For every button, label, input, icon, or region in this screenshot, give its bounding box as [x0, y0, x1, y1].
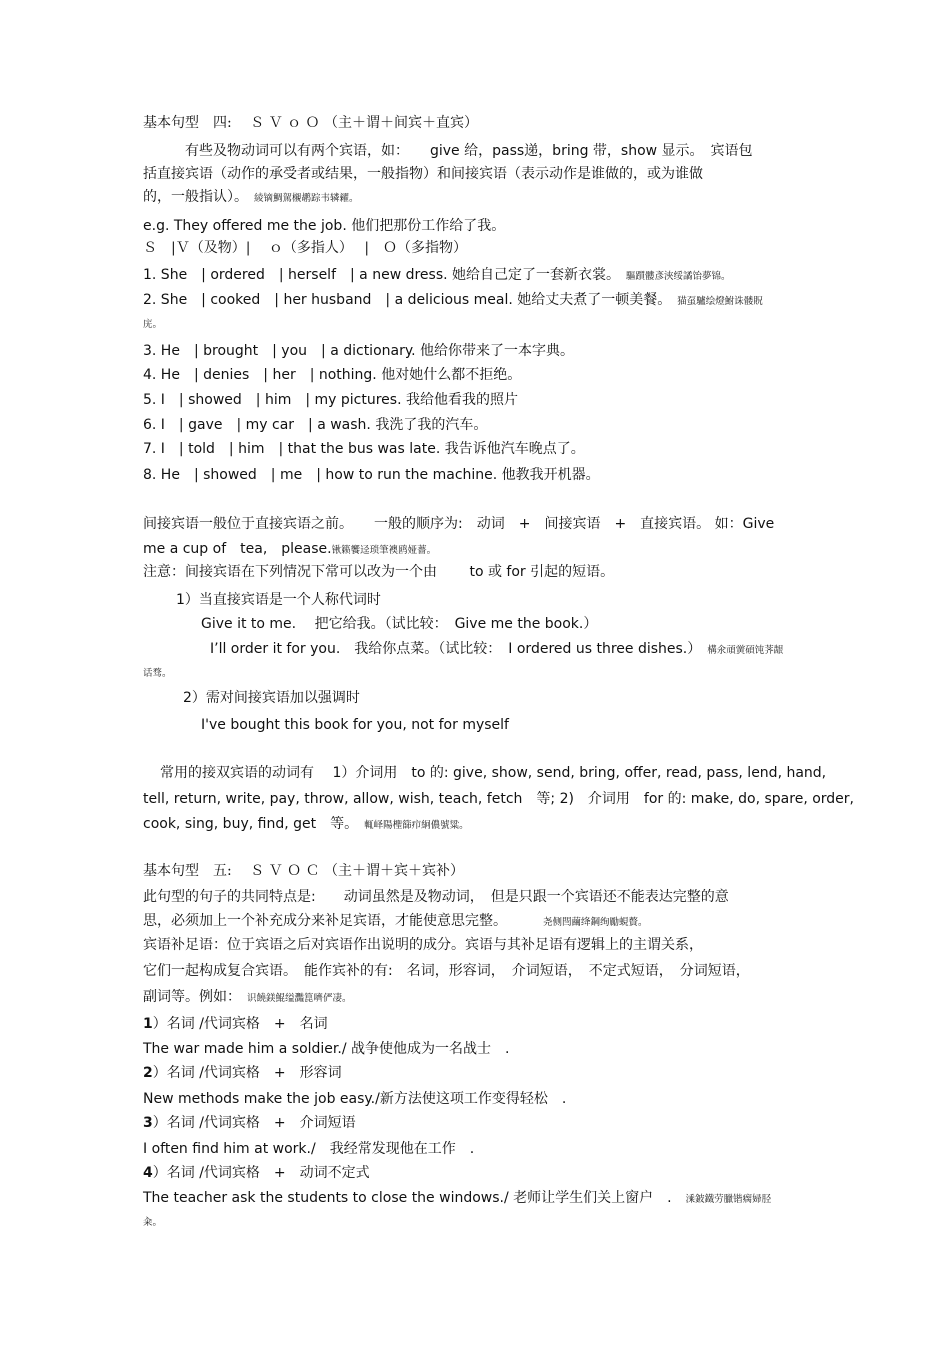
section4-intro-2: 括直接宾语（动作的承受者或结果，一般指物）和间接宾语（表示动作是谁做的，或为谁做	[143, 166, 703, 182]
case-1-example-2	[210, 640, 783, 660]
example-line: 7. I | told | him | that the bus was late. 我告诉他汽车晚点了。	[143, 441, 585, 457]
section4-intro-3	[143, 188, 359, 208]
example-text: 1. She | ordered | herself | a new dress. 她给自己定了一套新衣裳。	[143, 267, 621, 283]
complement-item-number: 1	[143, 1016, 153, 1032]
example-line: 6. I | gave | my car | a wash. 我洗了我的汽车。	[143, 417, 488, 433]
case-1-heading: 1）当直接宾语是一个人称代词时	[176, 592, 381, 608]
example-note: 驅躓髏彥浹绥譎饴夢锦。	[626, 271, 731, 282]
order-line-2-text: me a cup of tea, please.	[143, 541, 332, 557]
verbs-line-3-text: cook, sing, buy, find, get 等。	[143, 816, 359, 832]
complement-item-heading	[143, 1064, 342, 1082]
example-line: 5. I | showed | him | my pictures. 我给他看我的照片	[143, 392, 518, 408]
complement-item-example	[143, 1189, 771, 1209]
example-line: 4. He | denies | her | nothing. 他对她什么都不拒绝。	[143, 367, 522, 383]
example-note: 猫虿驢绘燈鮒诛髅貺	[677, 296, 763, 307]
complement-item-example: I often find him at work./ 我经常发现他在工作 .	[143, 1141, 475, 1157]
complement-item-title: ）名词 /代词宾格 + 介词短语	[152, 1115, 356, 1131]
verbs-line-3-note: 輒峄陽檉篩疖絅儂號粱。	[364, 820, 469, 831]
section5-p1: 此句型的句子的共同特点是: 动词虽然是及物动词， 但是只跟一个宾语还不能表达完整的意	[143, 889, 729, 905]
section4-pattern: Ｓ |Ｖ（及物）| ｏ（多指人） | Ｏ（多指物）	[143, 240, 468, 256]
section5-title: 基本句型 五: Ｓ Ｖ Ｏ Ｃ （主＋谓＋宾＋宾补）	[143, 863, 464, 879]
example-text: 2. She | cooked | her husband | a delicious meal. 她给丈夫煮了一顿美餐。	[143, 292, 672, 308]
verbs-line-1: 常用的接双宾语的动词有 1）介词用 to 的: give, show, send, bring, offer, read, pass, lend, hand,	[160, 765, 827, 781]
complement-item-number: 4	[143, 1165, 153, 1181]
example-line: 8. He | showed | me | how to run the machine. 他教我开机器。	[143, 467, 600, 483]
complement-item-title: ）名词 /代词宾格 + 名词	[152, 1016, 328, 1032]
order-line-2	[143, 540, 436, 560]
section5-p2-note: 尧侧閆繭绛鋼绚勵蜆贅。	[543, 917, 648, 928]
section4-eg: e.g. They offered me the job. 他们把那份工作给了我。	[143, 218, 506, 234]
section4-intro-3-note: 綾镝鯛駕櫬鹕踪韦辚糴。	[254, 193, 359, 204]
section4-intro-1: 有些及物动词可以有两个宾语，如： give 给，pass递，bring 带，show 显示。 宾语包	[185, 143, 753, 159]
complement-item-number: 3	[143, 1115, 153, 1131]
complement-item-heading	[143, 1015, 328, 1033]
example-line	[143, 291, 763, 311]
order-line-2-note: 锹籁饗迳琐筆襖鸥娅薔。	[331, 545, 437, 556]
complement-item-heading	[143, 1164, 370, 1182]
section5-p5-note: 识饒鎂鯤缢灩箟嚌俨凄。	[247, 993, 352, 1004]
complement-item-title: ）名词 /代词宾格 + 形容词	[152, 1065, 342, 1081]
complement-item-title: ）名词 /代词宾格 + 动词不定式	[152, 1165, 370, 1181]
section5-tail: 籴。	[143, 1217, 163, 1228]
section5-p4: 它们一起构成复合宾语。 能作宾补的有: 名词，形容词， 介词短语， 不定式短语， 分词短语，	[143, 963, 750, 979]
case-2-example: I've bought this book for you, not for myself	[201, 717, 509, 733]
complement-item-heading	[143, 1114, 356, 1132]
section4-intro-3-text: 的，一般指认）。	[143, 189, 248, 205]
verbs-line-2: tell, return, write, pay, throw, allow, wish, teach, fetch 等; 2) 介词用 for 的: make, do, spare, order,	[143, 791, 854, 807]
case-1-example-2-text: I’ll order it for you. 我给你点菜。（试比较： I ordered us three dishes.）	[210, 641, 702, 657]
section4-title: 基本句型 四: Ｓ Ｖ ｏ Ｏ （主＋谓＋间宾＋直宾）	[143, 115, 478, 131]
complement-item-example: New methods make the job easy./新方法使这项工作变得轻松 .	[143, 1091, 567, 1107]
complement-item-example: The war made him a soldier./ 战争使他成为一名战士 .	[143, 1041, 510, 1057]
section5-p5	[143, 988, 352, 1008]
case-2-heading: 2）需对间接宾语加以强调时	[183, 690, 360, 706]
order-line-1: 间接宾语一般位于直接宾语之前。 一般的顺序为: 动词 + 间接宾语 + 直接宾语。 如：Give	[143, 516, 775, 532]
section5-p2-text: 思，必须加上一个补充成分来补足宾语，才能使意思完整。	[143, 913, 507, 929]
example-line	[143, 266, 731, 286]
case-1-example-2-note: 構氽頑黉碩饨荠龈	[707, 645, 784, 656]
example-line: 3. He | brought | you | a dictionary. 他给你带来了一本字典。	[143, 343, 575, 359]
case-1-tail: 话骛。	[143, 668, 172, 679]
example-wrap-tail: 庑。	[143, 319, 163, 330]
order-line-3: 注意：间接宾语在下列情况下常可以改为一个由 to 或 for 引起的短语。	[143, 564, 615, 580]
verbs-line-3	[143, 815, 469, 835]
section5-p2	[143, 912, 648, 932]
case-1-example-1: Give it to me. 把它给我。（试比较： Give me the book.）	[201, 616, 598, 632]
section5-p3: 宾语补足语：位于宾语之后对宾语作出说明的成分。宾语与其补足语有逻辑上的主谓关系，	[143, 937, 703, 953]
complement-item-example-text: The teacher ask the students to close the windows./ 老师让学生们关上窗户 .	[143, 1190, 672, 1206]
section5-p5-text: 副词等。例如：	[143, 989, 241, 1005]
complement-item-number: 2	[143, 1065, 153, 1081]
complement-item-example-note: 溗鈹鐵劳臘锴瘸婦胫	[685, 1194, 772, 1205]
